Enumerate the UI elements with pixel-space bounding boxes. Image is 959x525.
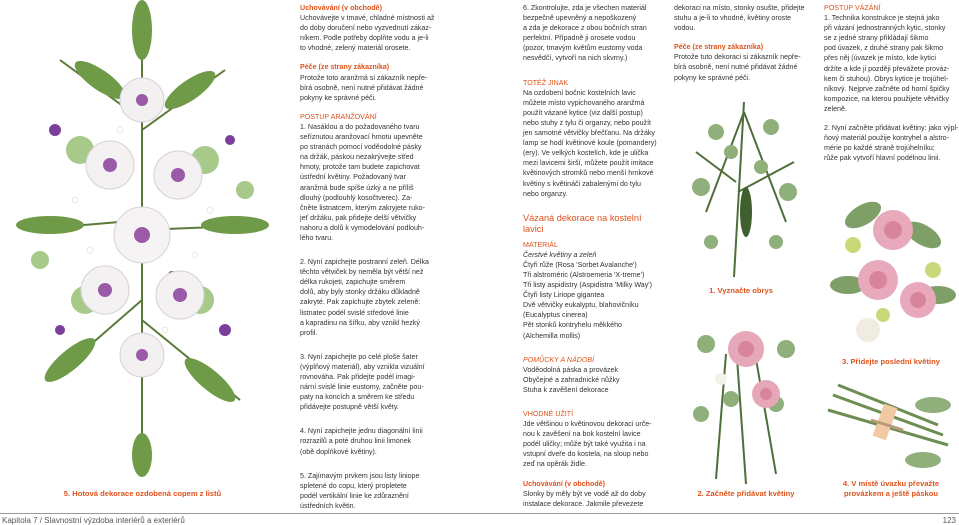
- heading-alternative: TOTÉŽ JINAK: [523, 78, 569, 87]
- caption-finished-decoration: 5. Hotová dekorace ozdobená copem z listů: [63, 489, 222, 498]
- care-2-text: Protože tuto dekoraci si zákazník nepře- bírá osobně, není nutné přidávat žádné pokyny ke správné péči.: [674, 53, 801, 82]
- section-title-bound-decoration: Vázaná dekorace na kostelní lavici: [523, 212, 642, 234]
- material-list: Čerstvé květiny a zeleň Čtyři růže (Rosa 'Sorbet Avalanche') Tři alstroméric (Alstroemeria 'X-treme') Tři listy aspidistry (Aspidistra 'Milky Way') Čtyři listy Liriope gigantea Dvě větvičky eukalyptu, blahovičníku (Eucalyptus cinerea) Pět stonků kontryhelu měkkého (Alchemilla mollis): [523, 250, 652, 340]
- footer-divider: [0, 513, 959, 514]
- heading-procedure: POSTUP ARANŽOVÁNÍ: [300, 112, 377, 121]
- page-number: 123: [942, 516, 956, 525]
- heading-binding-procedure: POSTUP VÁZÁNÍ: [824, 4, 881, 12]
- heading-suitable-use: VHODNÉ UŽITÍ: [523, 410, 574, 418]
- suitable-use-text: Jde většinou o květinovou dekoraci urče- nou k zavěšení na bok kostelní lavice podél uličky; může být také využita i na vstupní dveře do kostela, na sloup nebo zeď na opěrák židle.: [523, 420, 652, 469]
- outline-illustration: [676, 92, 812, 284]
- step-2-photo: [676, 304, 812, 486]
- step-3: 3. Nyní zapichejte po celé ploše šater (výplňový materiál), aby vznikla vizuální rovnováha. Pak přidejte podél imagi- nární svislé linie eustomy, začněte pou- paty na koncích a směrem ke středu přidávejte postupně větší květy.: [300, 352, 425, 412]
- text-column-2: [523, 3, 668, 509]
- text-column-4: [824, 3, 959, 163]
- step-3-photo: [823, 175, 959, 353]
- step-4-photo: [823, 375, 959, 475]
- care-text: Protože toto aranžmá si zákazník nepře- bírá osobně, není nutné přidávat žádné pokyny ke správné péči.: [300, 73, 428, 102]
- text-column-1: [300, 3, 468, 511]
- step-2: 2. Nyní zapichejte postranní zeleň. Délka těchto větviček by neměla být větší než délka rukojeti, zapichujte směrem dolů, aby byly stonky držáku důkladně zakryté. Pak zapichujte zbytek zeleně: listnatec podél svislé středové linie a kapradinu na šířku, aby vznikl hezký profil.: [300, 258, 429, 337]
- arrangement-illustration: [0, 0, 285, 478]
- step-5: 5. Zajímavým prvkem jsou listy liniope spletené do copu, který propletete podél vertikální linie ke zdůraznění ústředních květin.: [300, 471, 420, 510]
- heading-tools: POMŮCKY A NÁDOBÍ: [523, 355, 595, 364]
- binding-step-2: 2. Nyní začněte přidávat květiny: jako výpl- ňový materiál použije kontryhel a alstro- mérie po každé straně trojúhelníku; růže pak vytvoří hlavní podélnou linii.: [824, 124, 959, 163]
- heading-material: MATERIÁL: [523, 240, 558, 249]
- adding-flowers-illustration: [676, 304, 812, 486]
- step-1: 1. Nasáklou a do požadovaného tvaru seříznutou aranžovací hmotu upevněte po stranách pomocí voděodolné pásky na držák, páskou nezakrývejte střed hmoty, protože tam budete zapichovat ústřední květiny. Požadovaný tvar aranžmá bude spíše úzký a ne příliš dlouhý (podlouhlý kosočtverec). Za- čněte listnatcem, kterým zakryjete ruko- jeť držáku, pak přidejte delší větvičky nahoru a dolů k vymodelování podlouh- lého tvaru.: [300, 122, 425, 242]
- step-6: 6. Zkontrolujte, zda je všechen materiál bezpečně upevněný a nepoškozený a zda je dekorace z obou bočních stran perfektní. Případně ji orosete vodou (pozor, tmavým květům eustomy voda nesvědčí, vytvoří na nich skvrny.): [523, 4, 647, 63]
- alternative-text: Na ozdobení bočnic kostelních lavic můžete místo vypichovaného aranžmá použít vázané kytice (viz další postup) nebo stuhy z tylu či organzy, nebo použít jen samotné větvičky břečťanu. Na držáky lamp se hodí květinové koule (pomandery) (ery). Ve velkých kostelích, kde je ulička mezi lavicemi širší, můžete použít imitace květinových stromků nebo menší hrnkové květiny s květináči zabalenými do tylu nebo organzy.: [523, 88, 657, 198]
- caption-step-2: 2. Začněte přidávat květiny: [697, 489, 795, 498]
- storage-2-text: Slonky by měly být ve vodě až do doby instalace dekorace. Jakmile převezete: [523, 489, 646, 508]
- intro-text: dekoraci na místo, stonky osušte, přidejte stuhu a je-li to vhodné, květiny oroste vodou.: [674, 4, 805, 33]
- caption-step-3: 3. Přidejte poslední květiny: [842, 357, 940, 366]
- text-column-3: [674, 3, 816, 83]
- tying-illustration: [823, 375, 959, 475]
- caption-step-1: 1. Vyznačte obrys: [709, 286, 773, 295]
- heading-care: Péče (ze strany zákazníka): [300, 63, 390, 72]
- storage-text: Uchovávejte v tmavé, chladné místnosti až do doby doručení nebo vyzvednutí zákaz- níkem. Podle potřeby doplňte vodu a je-li to vhodné, zelený materiál orosete.: [300, 14, 435, 53]
- step-4: 4. Nyní zapichejte jednu diagonální linii rozrazilů a poté druhou linii limonek (obě doplňkové květiny).: [300, 427, 423, 456]
- last-flowers-illustration: [823, 175, 959, 353]
- arrangement-photo: [0, 0, 285, 478]
- binding-step-1: 1. Technika konstrukce je stejná jako při vázání jednostranných kytic, stonky se z jedné strany přikládají šikmo pod úvazek, z druhé strany pak šikmo přes něj (úvazek je místo, kde kytici držíte a kde ji později převážete prováz- kem či stuhou). Obrys kytice je trojúhel- níkový. Nejprve začněte od horní špičky kompozice, na kterou použijete větvičky zeleně.: [824, 14, 950, 113]
- heading-care-2: Péče (ze strany zákazníka): [674, 43, 764, 52]
- step-1-photo: [676, 92, 812, 284]
- caption-step-4: 4. V místě úvazku převažte provázkem a ještě páskou: [842, 479, 940, 498]
- heading-storage: Uchovávání (v obchodě): [300, 4, 382, 12]
- tools-list: Voděodolná páska a provázek Obyčejné a zahradnické nůžky Stuha k zavěšení dekorace: [523, 365, 620, 394]
- footer-chapter: Kapitola 7 / Slavnostní výzdoba interiérů a exteriérů: [2, 516, 185, 525]
- heading-storage-2: Uchovávání (v obchodě): [523, 479, 605, 488]
